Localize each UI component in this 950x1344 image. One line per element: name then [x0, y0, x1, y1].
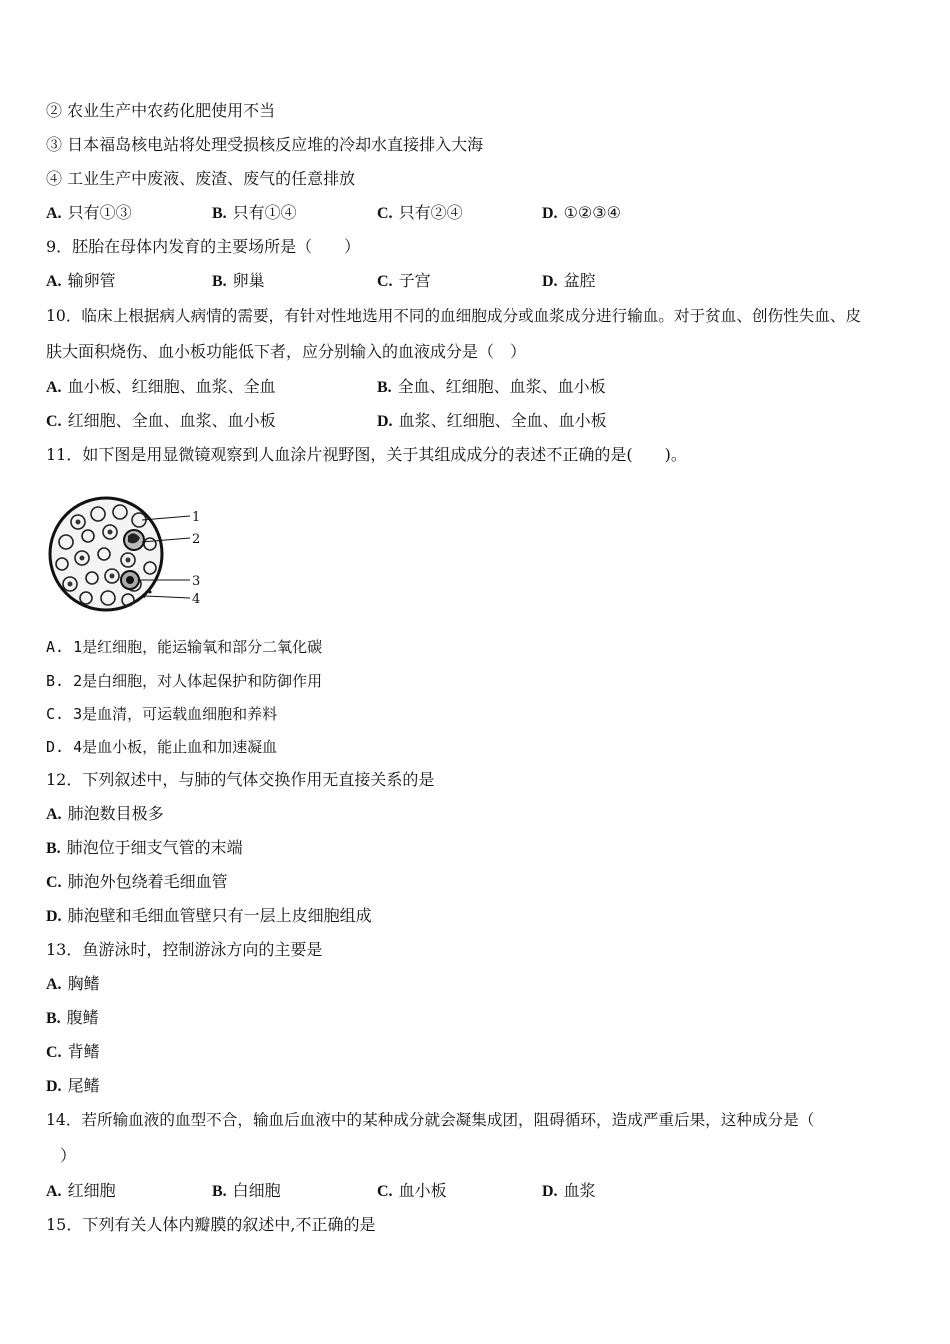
q12-option-d[interactable]: D. 肺泡壁和毛细血管壁只有一层上皮细胞组成 — [46, 906, 372, 925]
q14-option-a[interactable]: A. 红细胞 — [46, 1181, 116, 1200]
q12-stem: 12．下列叙述中，与肺的气体交换作用无直接关系的是 — [46, 770, 435, 789]
q10-option-a[interactable]: A. 血小板、红细胞、血浆、全血 — [46, 377, 276, 396]
q13-stem: 13．鱼游泳时，控制游泳方向的主要是 — [46, 940, 323, 959]
q9-option-d[interactable]: D. 盆腔 — [542, 271, 596, 290]
statement-4: ④ 工业生产中废液、废渣、废气的任意排放 — [46, 169, 356, 188]
q12-option-a[interactable]: A. 肺泡数目极多 — [46, 804, 164, 823]
statement-2: ② 农业生产中农药化肥使用不当 — [46, 101, 276, 120]
q11-stem: 11．如下图是用显微镜观察到人血涂片视野图，关于其组成成分的表述不正确的是( )。 — [46, 445, 687, 464]
figure-label-1: 1 — [192, 510, 201, 525]
q14-option-c[interactable]: C. 血小板 — [377, 1181, 447, 1200]
q12-option-c[interactable]: C. 肺泡外包绕着毛细血管 — [46, 872, 228, 891]
q10-option-b[interactable]: B. 全血、红细胞、血浆、血小板 — [377, 377, 606, 396]
q11-option-a[interactable]: A. 1是红细胞，能运输氧和部分二氧化碳 — [46, 638, 323, 656]
figure-label-3: 3 — [192, 574, 201, 589]
q11-option-c[interactable]: C. 3是血清，可运载血细胞和养料 — [46, 705, 278, 723]
q14-option-b[interactable]: B. 白细胞 — [212, 1181, 281, 1200]
q11-option-b[interactable]: B. 2是白细胞，对人体起保护和防御作用 — [46, 672, 323, 690]
figure-label-4: 4 — [192, 592, 201, 607]
q14-stem-line2: ） — [60, 1146, 77, 1165]
q8-option-b[interactable]: B. 只有①④ — [212, 203, 297, 222]
q15-stem: 15．下列有关人体内瓣膜的叙述中,不正确的是 — [46, 1215, 376, 1234]
q14-stem-line1: 14．若所输血液的血型不合，输血后血液中的某种成分就会凝集成团，阻碍循环，造成严重后果，这种成分是（ — [46, 1111, 815, 1129]
q9-option-c[interactable]: C. 子宫 — [377, 271, 431, 290]
q9-option-b[interactable]: B. 卵巢 — [212, 271, 265, 290]
statement-3: ③ 日本福岛核电站将处理受损核反应堆的冷却水直接排入大海 — [46, 135, 484, 154]
q13-option-b[interactable]: B. 腹鳍 — [46, 1008, 99, 1027]
q9-option-a[interactable]: A. 输卵管 — [46, 271, 116, 290]
q10-option-d[interactable]: D. 血浆、红细胞、全血、血小板 — [377, 411, 607, 430]
q9-stem: 9．胚胎在母体内发育的主要场所是（ ） — [46, 237, 361, 256]
q13-option-d[interactable]: D. 尾鳍 — [46, 1076, 100, 1095]
figure-label-2: 2 — [192, 532, 201, 547]
q10-option-c[interactable]: C. 红细胞、全血、血浆、血小板 — [46, 411, 276, 430]
blood-smear-figure — [46, 492, 246, 618]
q12-option-b[interactable]: B. 肺泡位于细支气管的末端 — [46, 838, 243, 857]
q13-option-c[interactable]: C. 背鳍 — [46, 1042, 100, 1061]
q14-option-d[interactable]: D. 血浆 — [542, 1181, 596, 1200]
q13-option-a[interactable]: A. 胸鳍 — [46, 974, 100, 993]
q8-option-a[interactable]: A. 只有①③ — [46, 203, 132, 222]
q10-stem-line2: 肤大面积烧伤、血小板功能低下者，应分别输入的血液成分是（ ） — [46, 342, 527, 361]
q8-option-d[interactable]: D. ①②③④ — [542, 203, 621, 222]
q11-option-d[interactable]: D. 4是血小板，能止血和加速凝血 — [46, 738, 278, 756]
q10-stem-line1: 10．临床上根据病人病情的需要，有针对性地选用不同的血细胞成分或血浆成分进行输血。对于贫血、创伤性失血、皮 — [46, 307, 862, 325]
q8-option-c[interactable]: C. 只有②④ — [377, 203, 463, 222]
